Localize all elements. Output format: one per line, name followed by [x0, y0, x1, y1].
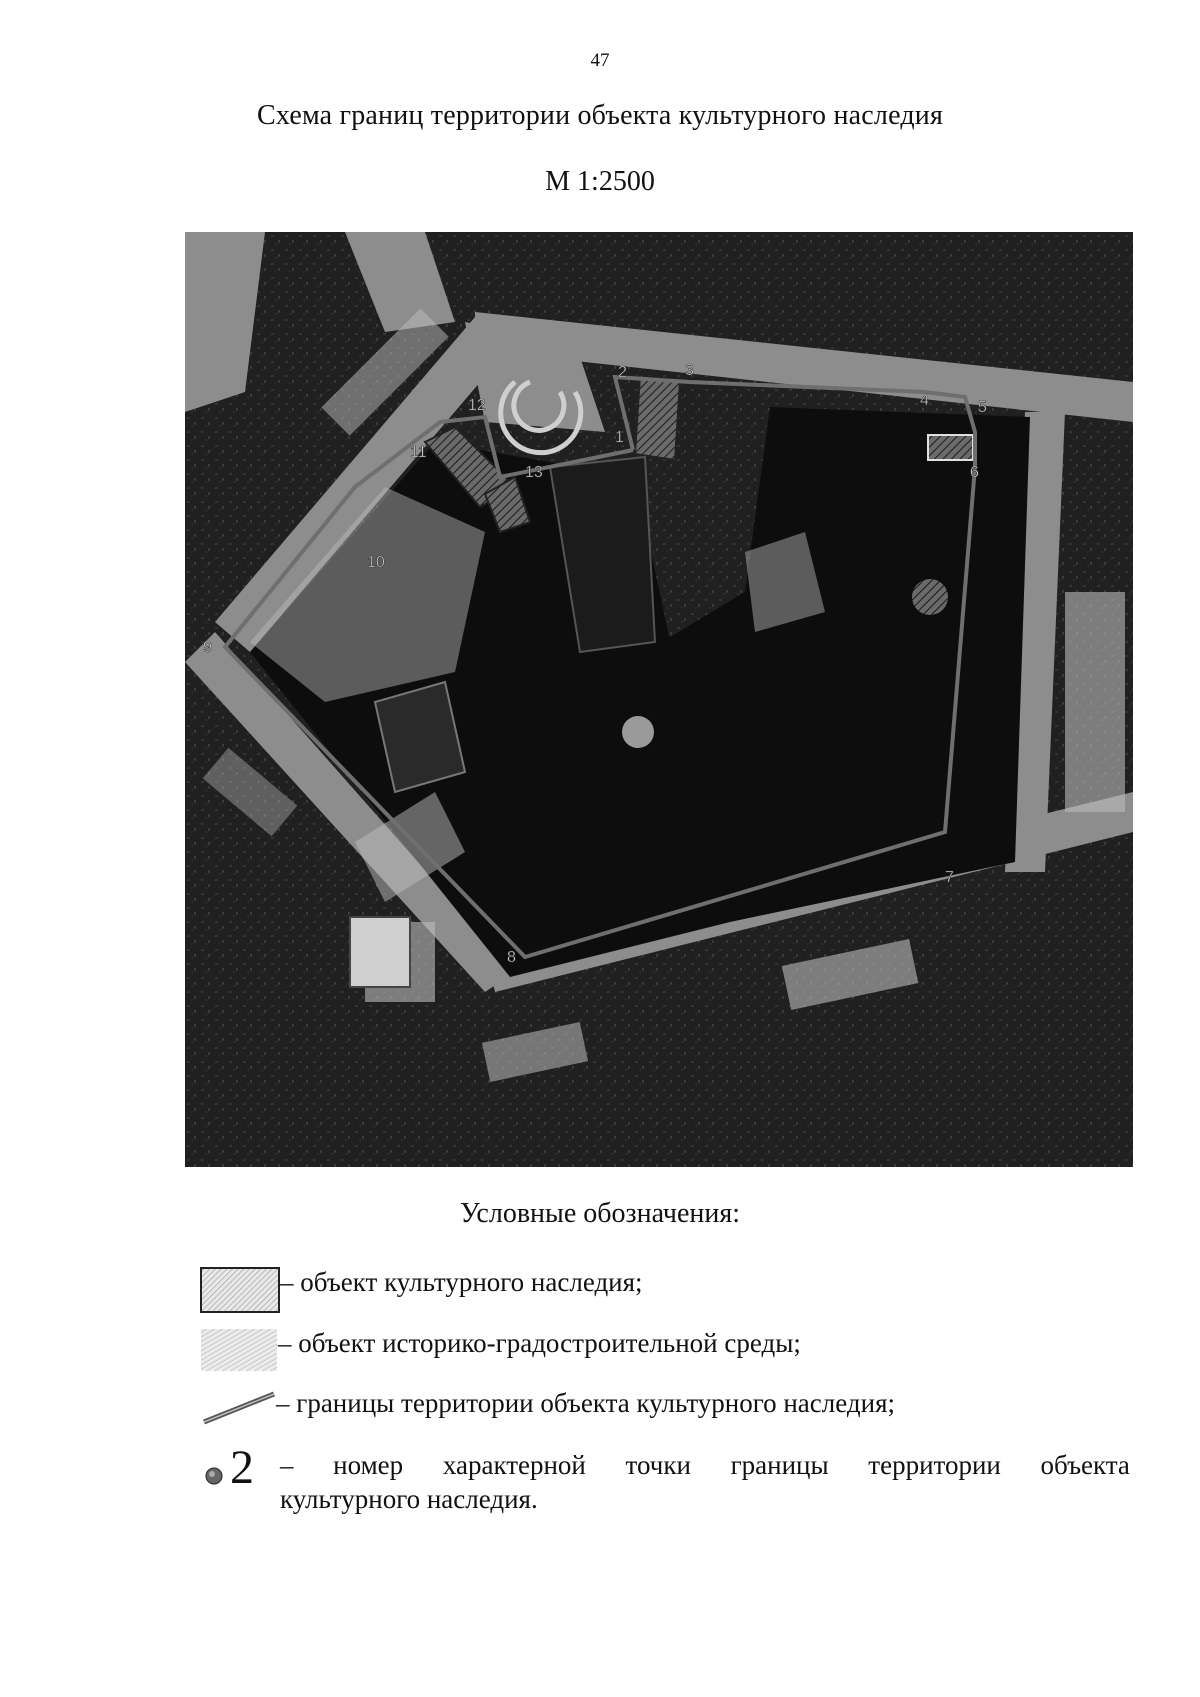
point-label: 13: [525, 464, 543, 481]
point-label: 12: [468, 397, 486, 414]
building: [350, 917, 410, 987]
boundary-line-symbol: [200, 1388, 280, 1428]
point-label: 3: [685, 362, 694, 379]
word: номер: [333, 1450, 404, 1480]
point-label: 6: [970, 464, 979, 481]
point-number-example: 2: [230, 1441, 254, 1494]
fountain: [622, 716, 654, 748]
aerial-map: [185, 232, 1133, 1167]
legend-text: – границы территории объекта культурного наследия;: [276, 1388, 895, 1418]
legend-text: – объект историко-градостроительной среды;: [278, 1328, 801, 1358]
point-label: 7: [945, 869, 954, 886]
point-label: 4: [920, 392, 929, 409]
historic-environment-swatch: [200, 1328, 280, 1372]
legend-title: Условные обозначения:: [459, 1198, 741, 1229]
page-title: Схема границ территории объекта культурного наследия: [256, 100, 944, 131]
legend-point-text-line2: культурного наследия.: [280, 1484, 538, 1514]
legend-item-point-number: [200, 1441, 1130, 1530]
word: границы: [730, 1450, 829, 1480]
point-label: 2: [618, 364, 627, 381]
word: точки: [625, 1450, 691, 1480]
heritage-object: [635, 375, 680, 460]
point-label: 1: [615, 429, 624, 446]
legend-point-text-line1: [280, 1450, 1130, 1481]
map-scale: М 1:2500: [545, 166, 655, 197]
word: характерной: [442, 1450, 586, 1480]
point-label: 11: [410, 444, 427, 461]
point-label: 8: [507, 949, 516, 966]
heritage-object: [912, 579, 948, 615]
point-label: 10: [367, 554, 385, 571]
word: –: [280, 1450, 294, 1480]
point-label: 5: [978, 399, 987, 416]
page-number: 47: [590, 50, 610, 71]
legend-text: – объект культурного наследия;: [280, 1267, 643, 1297]
word: территории: [868, 1450, 1001, 1480]
heritage-object: [928, 435, 973, 460]
word: объекта: [1040, 1450, 1130, 1480]
point-symbol: [200, 1460, 230, 1500]
heritage-object-swatch: [200, 1267, 280, 1313]
point-label: 9: [203, 639, 212, 656]
